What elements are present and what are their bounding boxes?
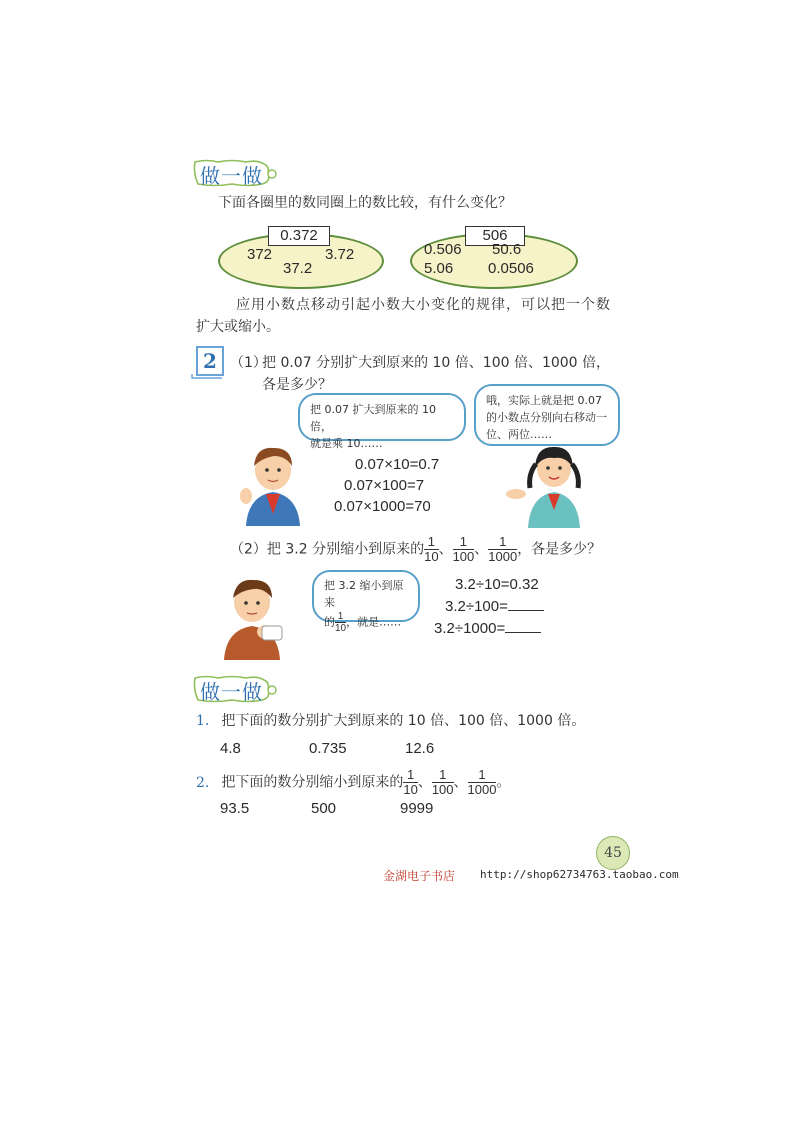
section-label: 做一做 <box>200 164 263 188</box>
circle-b-number-2: 50.6 <box>492 241 522 258</box>
separator: 、 <box>438 541 453 558</box>
section-tag-try <box>192 158 274 188</box>
part1-label: （1） <box>230 355 267 371</box>
part2-prefix: 把 3.2 分别缩小到原来的 <box>266 541 425 558</box>
answer-blank-1[interactable] <box>508 598 544 611</box>
item1-value-1: 4.8 <box>220 740 241 757</box>
circle-b-number-3: 5.06 <box>424 260 454 277</box>
item2-end: 。 <box>496 774 511 791</box>
item2-fraction-2: $\frac{1}{100}$ <box>431 767 454 797</box>
footer-shop-name: 金湖电子书店 <box>383 869 456 883</box>
section-label-2: 做一做 <box>200 680 263 704</box>
example-number-badge: 2 <box>196 346 224 376</box>
boy-speech-bubble <box>298 393 466 450</box>
boy2-speech-bubble <box>312 570 420 634</box>
part1-equation-3: 0.07×1000=70 <box>334 498 431 515</box>
item2-fraction-1: $\frac{1}{10}$ <box>403 767 418 797</box>
separator: 、 <box>474 541 489 558</box>
girl-bubble-line1: 哦，实际上就是把 0.07 <box>486 394 602 407</box>
girl-explaining-icon <box>506 436 598 528</box>
part2-equation-1: 3.2÷10=0.32 <box>455 576 539 593</box>
exercise2-item1 <box>196 710 585 732</box>
badge-corner-icon <box>190 344 226 380</box>
boy-pondering-icon <box>218 570 288 660</box>
boy2-bubble-line2: 的 $\frac{1}{10}$ ，就是…… <box>324 611 402 634</box>
part2-equation-3: 3.2÷1000= <box>434 620 541 637</box>
page-number: 45 <box>596 836 630 870</box>
exercise2-item2 <box>196 768 510 797</box>
part1-equation-1: 0.07×10=0.7 <box>355 456 440 473</box>
boy-bubble-line1: 把 0.07 扩大到原来的 10 倍， <box>310 403 436 433</box>
circle-b-number-4: 0.0506 <box>488 260 534 277</box>
item2-value-1: 93.5 <box>220 800 250 817</box>
item2-value-2: 500 <box>311 800 337 817</box>
part2-suffix: ，各是多少？ <box>517 541 602 558</box>
part2-question <box>230 535 601 564</box>
circle-a-top-number: 0.372 <box>268 226 330 246</box>
boy-thinking-icon <box>236 436 310 526</box>
girl-bubble-line3: 位、两位…… <box>486 428 552 441</box>
circle-b-top-number: 506 <box>465 226 525 246</box>
girl-bubble-line2: 的小数点分别向右移动一 <box>486 411 607 424</box>
separator: 、 <box>417 774 432 791</box>
item2-index: 2. <box>196 774 210 791</box>
boy-bubble-line2: 就是乘 10…… <box>310 437 383 450</box>
rule-text-line2: 扩大或缩小。 <box>196 319 280 335</box>
item1-text: 把下面的数分别扩大到原来的 10 倍、100 倍、1000 倍。 <box>221 713 586 729</box>
item2-text: 把下面的数分别缩小到原来的 <box>221 774 404 791</box>
part2-label: （2） <box>230 541 267 558</box>
part1-equation-2: 0.07×100=7 <box>344 477 425 494</box>
rule-text-line1: 应用小数点移动引起小数大小变化的规律，可以把一个数 <box>236 297 611 313</box>
circle-b-number-1: 0.506 <box>424 241 462 258</box>
separator: 、 <box>453 774 468 791</box>
part2-fraction-3: $\frac{1}{1000}$ <box>488 534 518 564</box>
part2-equation-2: 3.2÷100= <box>445 598 544 615</box>
footer-shop-url[interactable]: http://shop62734763.taobao.com <box>480 868 679 881</box>
answer-blank-2[interactable] <box>505 620 541 633</box>
item2-value-3: 9999 <box>400 800 434 817</box>
item2-fraction-3: $\frac{1}{1000}$ <box>467 767 497 797</box>
part1-question-line1: 把 0.07 分别扩大到原来的 10 倍、100 倍、1000 倍， <box>262 355 611 371</box>
item1-value-2: 0.735 <box>309 740 347 757</box>
part2-fraction-1: $\frac{1}{10}$ <box>424 534 439 564</box>
part1-question-line2: 各是多少？ <box>262 377 332 393</box>
circle-a-number-3: 37.2 <box>283 260 313 277</box>
bubble-fraction: $\frac{1}{10}$ <box>335 611 347 634</box>
item1-value-3: 12.6 <box>405 740 435 757</box>
circle-a-number-2: 3.72 <box>325 246 355 263</box>
circle-a-number-1: 372 <box>247 246 273 263</box>
item1-index: 1. <box>196 713 210 729</box>
exercise1-question: 下面各圈里的数同圈上的数比较，有什么变化？ <box>218 195 512 211</box>
part2-fraction-2: $\frac{1}{100}$ <box>452 534 475 564</box>
boy2-bubble-line1: 把 3.2 缩小到原来 <box>324 579 404 609</box>
section-tag-try-2 <box>192 674 274 704</box>
